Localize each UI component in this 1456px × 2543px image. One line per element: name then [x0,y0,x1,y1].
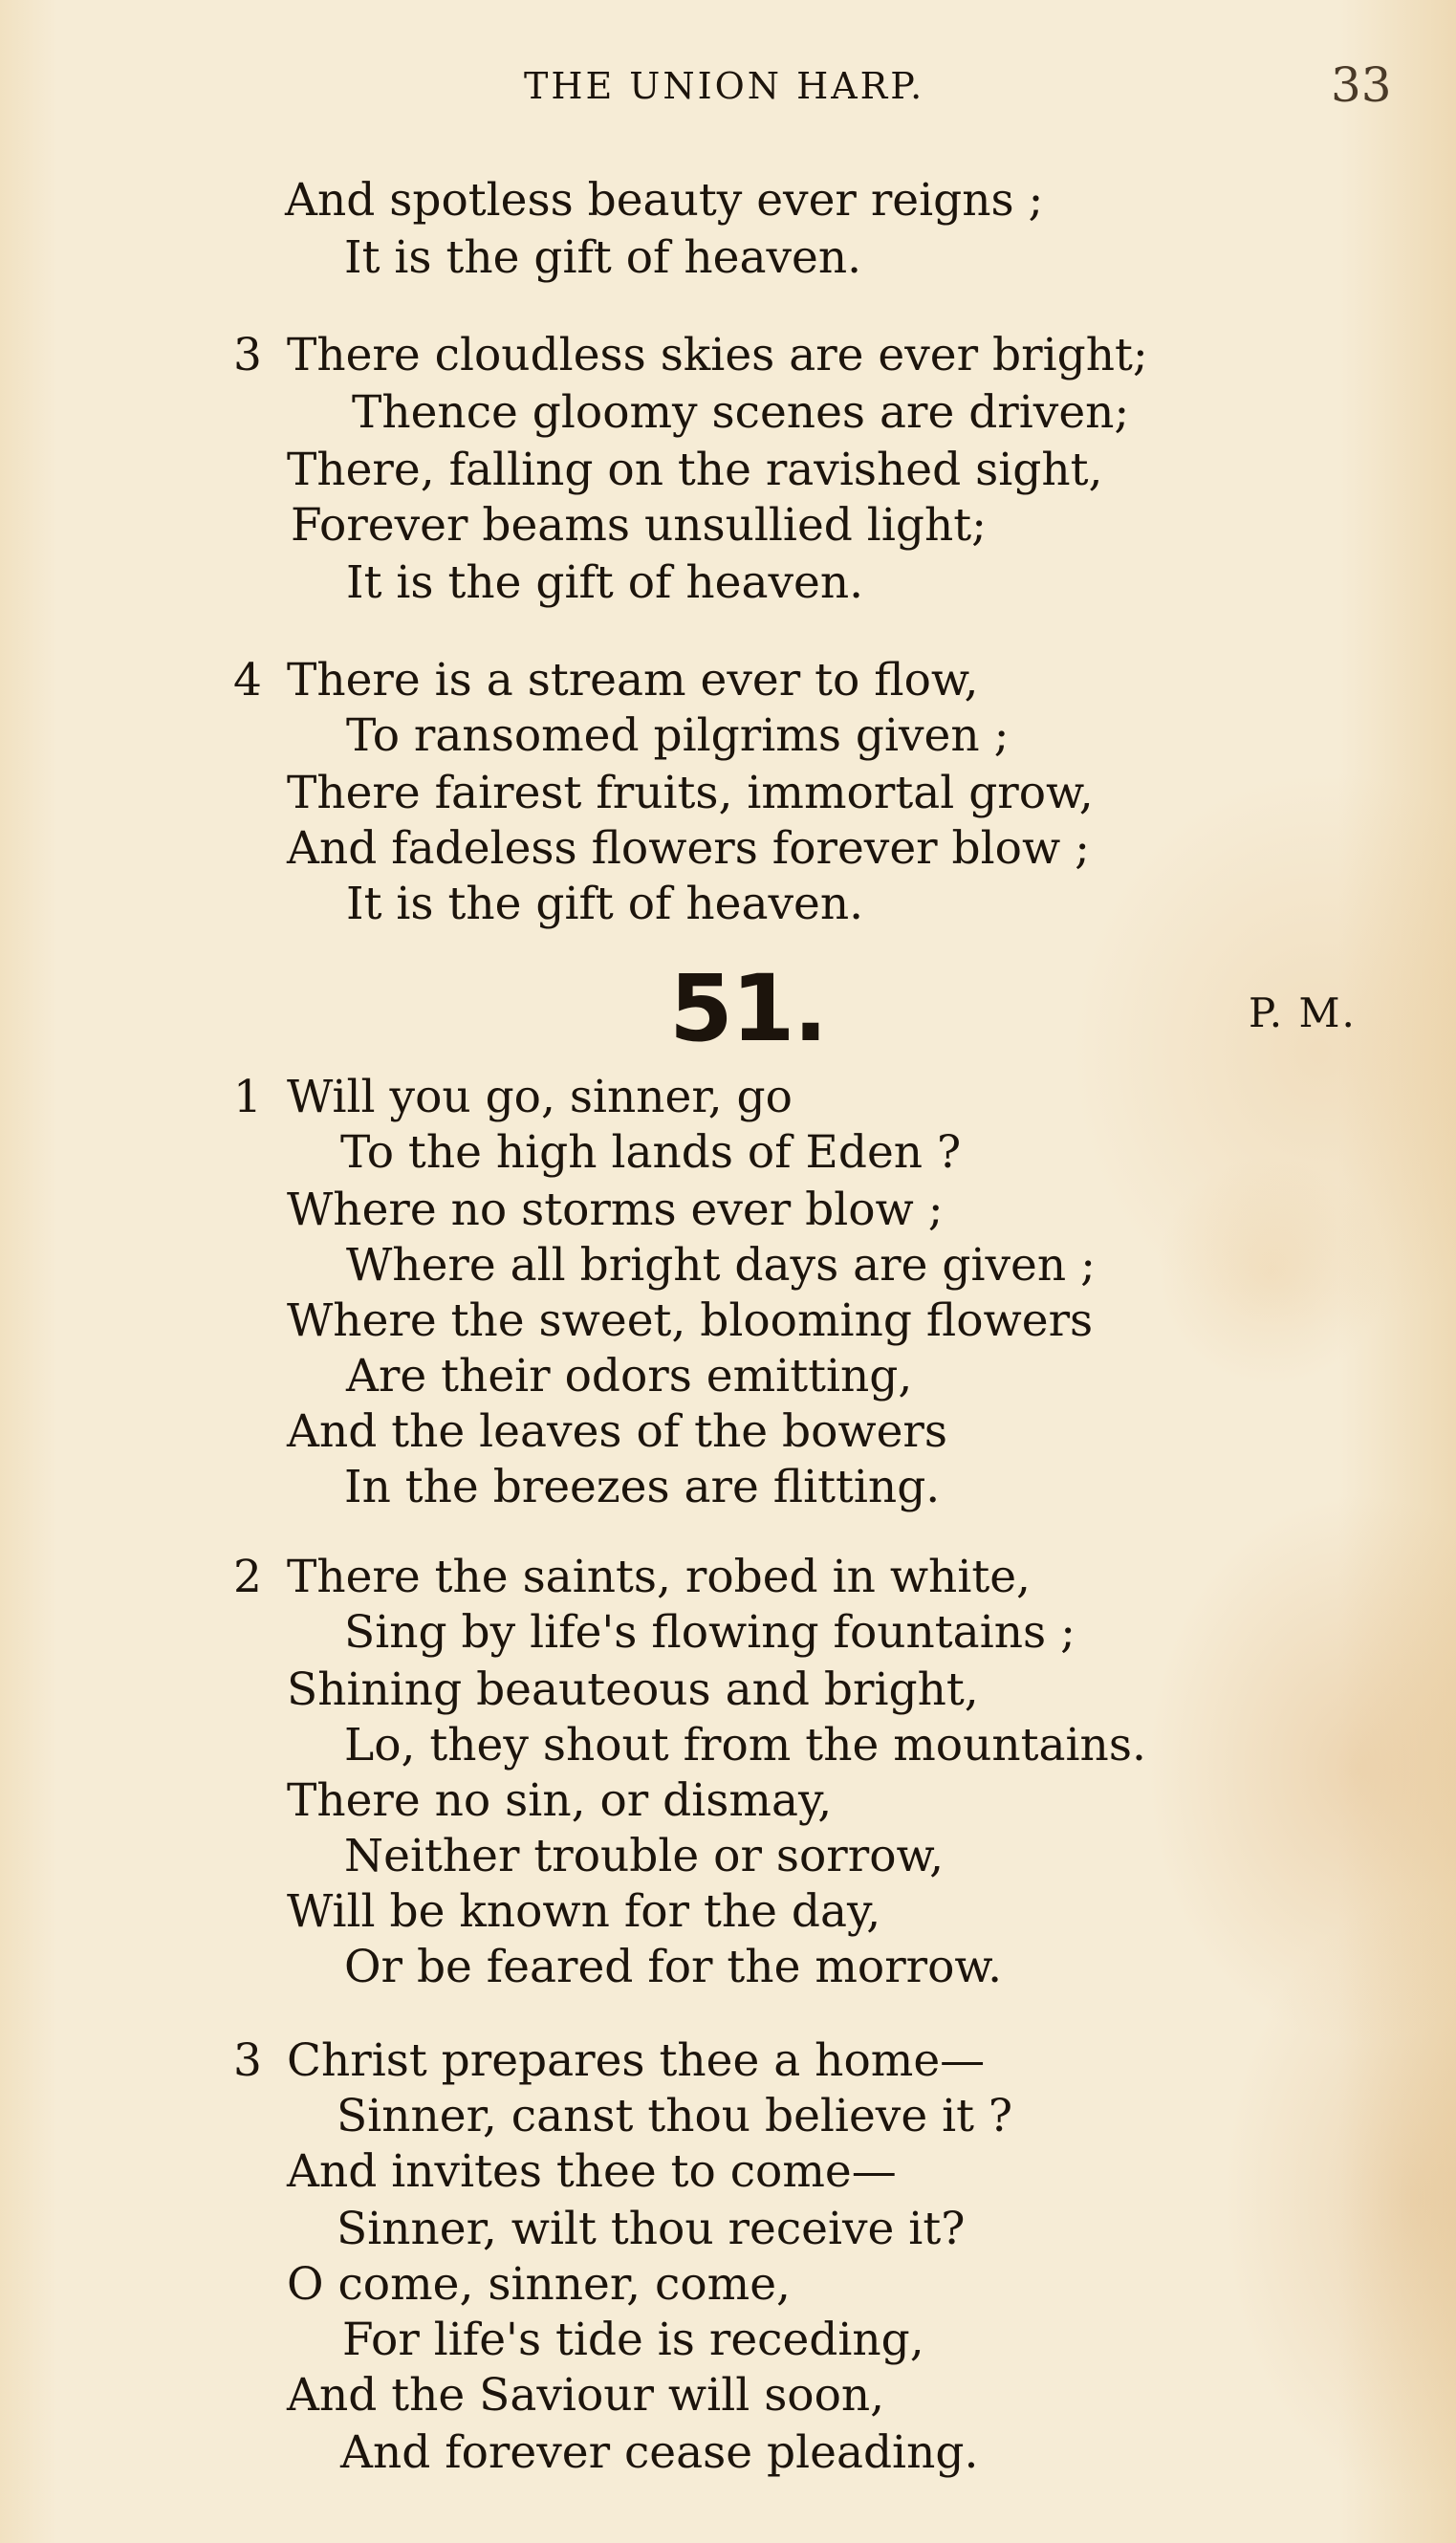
stanza-number: 3 [233,2034,262,2087]
stanza-number: 3 [233,329,262,381]
page-number: 33 [1331,57,1392,113]
verse-line: Will be known for the day, [287,1885,881,1938]
verse-line: Are their odors emitting, [346,1350,913,1402]
hymn-meter: P. M. [1249,989,1357,1036]
page-header [0,57,1456,115]
verse-line: And forever cease pleading. [340,2426,979,2479]
verse-line: In the breezes are flitting. [344,1461,941,1513]
verse-line: Sinner, canst thou believe it ? [337,2090,1013,2142]
verse-line: Neither trouble or sorrow, [344,1830,945,1882]
verse-line: It is the gift of heaven. [344,231,862,284]
stanza-number: 2 [233,1551,262,1603]
verse-line: Will you go, sinner, go [287,1071,793,1123]
verse-line: Forever beams unsullied light; [291,499,987,552]
verse-line: To ransomed pilgrims given ; [346,709,1010,762]
verse-line: Where no storms ever blow ; [287,1184,944,1236]
verse-line: Where all bright days are given ; [346,1239,1096,1292]
verse-line: It is the gift of heaven. [346,878,864,930]
verse-line: There, falling on the ravished sight, [287,444,1103,496]
verse-line: There fairest fruits, immortal grow, [287,767,1094,819]
verse-line: Thence gloomy scenes are driven; [352,386,1130,439]
stanza-number: 4 [233,654,262,706]
verse-line: There no sin, or dismay, [287,1774,833,1827]
verse-line: And fadeless flowers forever blow ; [287,822,1090,875]
verse-line: There the saints, robed in white, [287,1551,1032,1603]
verse-line: And invites thee to come— [287,2145,897,2198]
verse-line: And the leaves of the bowers [287,1405,948,1458]
verse-line: For life's tide is receding, [342,2314,924,2366]
verse-line: Lo, they shout from the mountains. [344,1719,1146,1771]
verse-line: There is a stream ever to flow, [287,654,979,706]
running-title: THE UNION HARP. [524,65,925,107]
verse-line: O come, sinner, come, [287,2258,791,2311]
verse-line: Shining beauteous and bright, [287,1663,979,1716]
verse-line: And the Saviour will soon, [287,2369,885,2422]
verse-line: Where the sweet, blooming flowers [287,1294,1094,1347]
stanza-number: 1 [233,1071,262,1123]
verse-line: There cloudless skies are ever bright; [287,329,1148,381]
verse-line: To the high lands of Eden ? [340,1126,962,1179]
verse-line: Sinner, wilt thou receive it? [337,2203,966,2255]
verse-line: It is the gift of heaven. [346,556,864,609]
hymn-number: 51. [669,955,827,1062]
verse-line: And spotless beauty ever reigns ; [285,174,1044,227]
verse-line: Christ prepares thee a home— [287,2034,986,2087]
verse-line: Sing by life's flowing fountains ; [344,1606,1076,1659]
verse-line: Or be feared for the morrow. [344,1941,1003,1993]
